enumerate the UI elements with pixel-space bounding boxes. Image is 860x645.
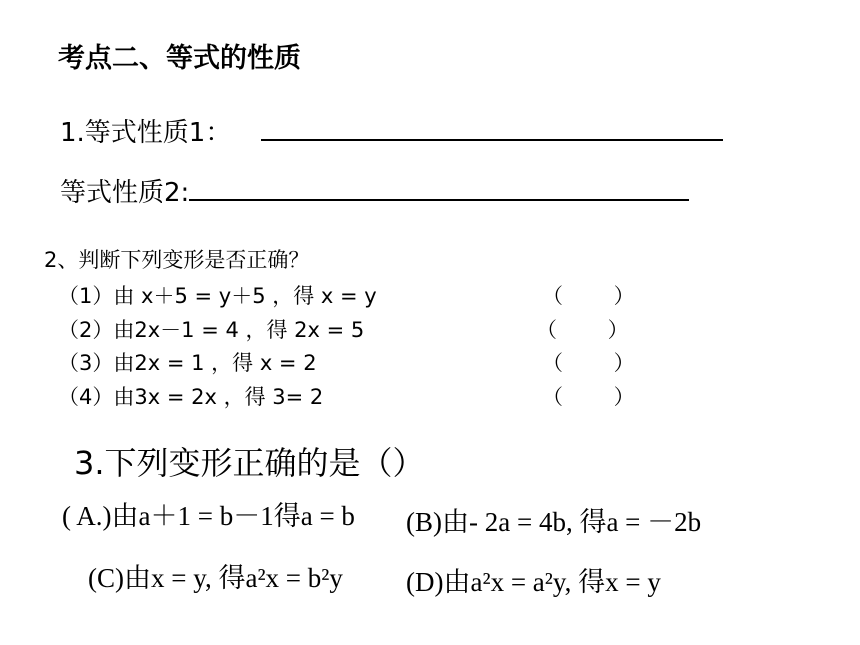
judge-item-text: 由3x = 2x ，得 3= 2 — [113, 385, 324, 409]
property-2-label-text: 等式性质2: — [60, 178, 190, 208]
property-2-blank[interactable] — [189, 173, 689, 201]
judge-item-text: 由2x = 1 ，得 x = 2 — [113, 351, 317, 375]
option-b-text: 由- 2a = 4b, 得a = －2b — [442, 507, 702, 537]
answer-bracket[interactable]: （ ） — [542, 351, 657, 375]
answer-bracket[interactable]: （ ） — [542, 284, 657, 308]
section-title: 考点二、等式的性质 — [58, 43, 301, 74]
property-2-line — [60, 172, 689, 209]
question-3-title: 3.下列变形正确的是（） — [74, 444, 425, 482]
option-d-text: 由a²x = a²y, 得x = y — [443, 567, 661, 597]
judge-item-3 — [58, 347, 657, 377]
option-b-label: (B) — [406, 507, 442, 537]
judge-item-number: （1） — [58, 284, 114, 308]
option-a[interactable] — [62, 494, 355, 533]
judge-item-4 — [58, 381, 657, 411]
option-b[interactable] — [406, 500, 701, 539]
judge-item-number: （2） — [58, 318, 114, 342]
judge-item-number: （4） — [58, 385, 114, 409]
judge-item-1 — [58, 280, 657, 310]
option-d[interactable] — [406, 560, 661, 599]
property-1-label: 1.等式性质1： — [60, 118, 232, 148]
option-d-label: (D) — [406, 567, 444, 597]
option-c[interactable] — [88, 556, 343, 595]
property-1-blank[interactable] — [261, 113, 723, 141]
judge-item-number: （3） — [58, 351, 114, 375]
question-2-title: 2、判断下列变形是否正确？ — [44, 248, 310, 272]
option-c-text: 由x = y, 得a²x = b²y — [124, 563, 343, 593]
judge-item-2 — [58, 314, 651, 344]
answer-bracket[interactable]: （ ） — [542, 385, 657, 409]
property-1-line — [60, 112, 723, 149]
option-a-label: ( A.) — [62, 501, 112, 531]
judge-item-text: 由 x＋5 = y＋5 ，得 x = y — [113, 284, 377, 308]
option-a-text: 由a＋1 = b－1得a = b — [111, 501, 355, 531]
answer-bracket[interactable]: （ ） — [536, 318, 651, 342]
option-c-label: (C) — [88, 563, 124, 593]
judge-item-text: 由2x－1 = 4 ，得 2x = 5 — [113, 318, 365, 342]
